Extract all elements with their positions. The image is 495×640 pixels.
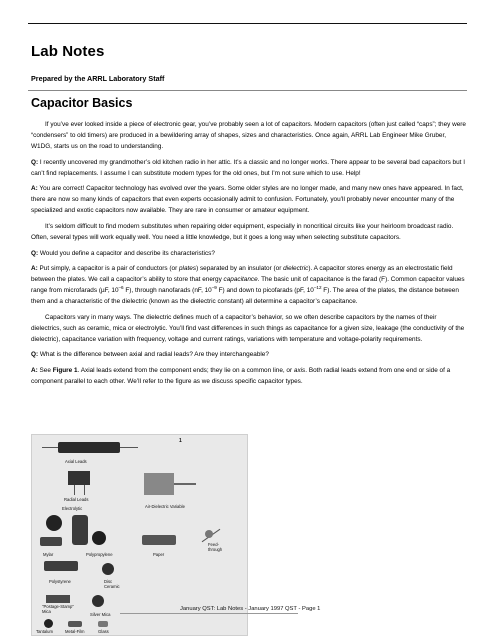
question-label: Q: (31, 158, 39, 166)
term-axis: axis (293, 366, 306, 374)
label-air-variable: Air-Dielectric Variable (145, 504, 185, 509)
label-radial-leads: Radial Leads (64, 497, 89, 502)
text-run: F). The area of the plates, the distance between them and a characteristic of the dielectric (known as the dielectric constant) all determine a capacitor’s capacitance. (31, 287, 459, 306)
label-tantalum: Tantalum (36, 629, 53, 634)
text-run: . Axial leads extend from the component ends; they lie on a common line, or (77, 366, 294, 374)
label-feed-through: Feed-through (208, 542, 223, 552)
exponent: –9 (211, 285, 217, 291)
paragraph-a3 (31, 365, 467, 387)
radial-capacitor-body (68, 471, 90, 485)
section-heading: Capacitor Basics (31, 96, 133, 110)
text-run: . Both radial leads extend from one end or side of a component parallel to each other. We’ll refer to the figure as we discuss specific capacitor types. (31, 366, 451, 385)
label-metal-film: Metal-Film (65, 629, 85, 634)
term-dielectric: dielectric (283, 264, 309, 272)
answer-label: A: (31, 264, 38, 272)
label-polystyrene: Polystyrene (49, 579, 71, 584)
question-text: What is the difference between axial and radial leads? Are they interchangeable? (38, 351, 269, 359)
label-electrolytic: Electrolytic (62, 506, 83, 511)
paragraph-intro: If you’ve ever looked inside a piece of electronic gear, you’ve probably seen a lot of capacitors. Modern capacitors (often just called “caps”; they were “condensers” to old timers) are produced in a bewildering array of shapes, sizes and characteristics. Once again, ARRL Lab Engineer Mike Gruber, W1DG, starts us on the road to understanding. (31, 121, 466, 151)
answer-text: You are correct! Capacitor technology has evolved over the years. Some older styles are no longer made, and many new ones have appeared. In fact, there are now so many kinds of capacitors that even experts occasionally admit to confusion. Fortunately, you’ll probably never encounter many of the specialized and exotic capacitors now available. They are rare in consumer or amateur equipment. (31, 185, 464, 215)
paragraph-variations: Capacitors vary in many ways. The dielectric defines much of a capacitor’s behavior, so we often describe capacitors by the names of their dielectrics, such as ceramic, mica or electrolytic. You’ll find vast differences in such things as capacitance for a given size, leakage (the conductivity of the dielectric), capacitance variation with frequency, voltage and current ratings, variations with temperature and voltage-polarity requirements. (31, 313, 465, 343)
polystyrene-capacitor (44, 561, 78, 571)
paper-capacitor (142, 535, 176, 545)
exponent: –12 (313, 285, 322, 291)
paragraph-q1 (31, 157, 467, 179)
question-text: Would you define a capacitor and describe its characteristics? (38, 249, 215, 257)
label-postage-stamp-mica: "Postage-Stamp" Mica (42, 604, 74, 614)
label-polypropylene: Polypropylene (86, 552, 113, 557)
label-axial-leads: Axial Leads (65, 459, 87, 464)
mylar-capacitor (40, 537, 62, 546)
label-paper: Paper (153, 552, 165, 557)
answer-label: A: (31, 185, 38, 193)
question-label: Q: (31, 351, 39, 359)
label-glass: Glass (98, 629, 109, 634)
text-run: F) and down to picofarads (pF, 10 (216, 287, 314, 295)
label-disc-ceramic: Disc Ceramic (104, 579, 120, 589)
figure-number: 1 (179, 438, 182, 444)
radial-lead (74, 485, 75, 495)
paragraph-a2 (31, 263, 467, 307)
air-variable-capacitor (144, 473, 174, 495)
answer-label: A: (31, 366, 38, 374)
paragraph-q2 (31, 248, 467, 259)
footer-rule (120, 613, 298, 614)
label-silver-mica: Silver Mica (90, 612, 111, 617)
polypropylene-capacitor (92, 531, 106, 545)
feed-through-capacitor (205, 530, 213, 538)
figure-reference: Figure 1 (52, 366, 78, 374)
postage-stamp-mica-capacitor (46, 595, 70, 603)
paragraph-a1 (31, 183, 467, 216)
text-run: ) separated by an insulator (or (196, 264, 284, 272)
text-run: Put simply, a capacitor is a pair of conductors (or (37, 264, 179, 272)
glass-capacitor (98, 621, 108, 627)
text-run: F), through nanofarads (nF, 10 (123, 287, 212, 295)
question-label: Q: (31, 249, 39, 257)
paragraph-q3 (31, 349, 467, 360)
byline: Prepared by the ARRL Laboratory Staff (31, 74, 165, 83)
header-rule (28, 90, 467, 91)
metal-film-capacitor (68, 621, 82, 627)
variable-shaft (174, 483, 196, 485)
radial-lead (84, 485, 85, 495)
silver-mica-capacitor (92, 595, 104, 607)
top-rule (28, 23, 467, 24)
page-title: Lab Notes (31, 43, 105, 60)
question-text: I recently uncovered my grandmother’s old kitchen radio in her attic. It’s a classic and no longer works. There appear to be several bad capacitors but I can’t find replacements. I assume I can substitute modern types for the old ones, but I’m not sure which to use. Help! (31, 158, 465, 177)
electrolytic-can (72, 515, 88, 545)
electrolytic-capacitor (46, 515, 62, 531)
term-plates: plates (179, 264, 197, 272)
tantalum-capacitor (44, 619, 53, 628)
article-body (31, 119, 467, 391)
text-run: . The basic unit of capacitance is the farad (F). Common capacitor values range from microfarads (µF, 10 (31, 276, 465, 295)
axial-capacitor-body (58, 442, 120, 453)
term-capacitance: capacitance (223, 276, 258, 284)
text-run: ). A capacitor stores energy as an electrostatic field between the plates. We call a capacitor’s ability to store that energy (31, 264, 453, 284)
exponent: –6 (118, 285, 124, 291)
text-run: See (37, 366, 53, 374)
disc-ceramic-capacitor (102, 563, 114, 575)
page-footer: January QST: Lab Notes - January 1997 QST - Page 1 (180, 606, 321, 612)
paragraph-substitutes: It’s seldom difficult to find modern substitutes when repairing older equipment, especially in noncritical circuits like your heirloom broadcast radio. Often, several types will work equally well. You need a little knowledge, but it goes a long way when selecting substitute capacitors. (31, 222, 454, 242)
label-mylar: Mylar (43, 552, 54, 557)
